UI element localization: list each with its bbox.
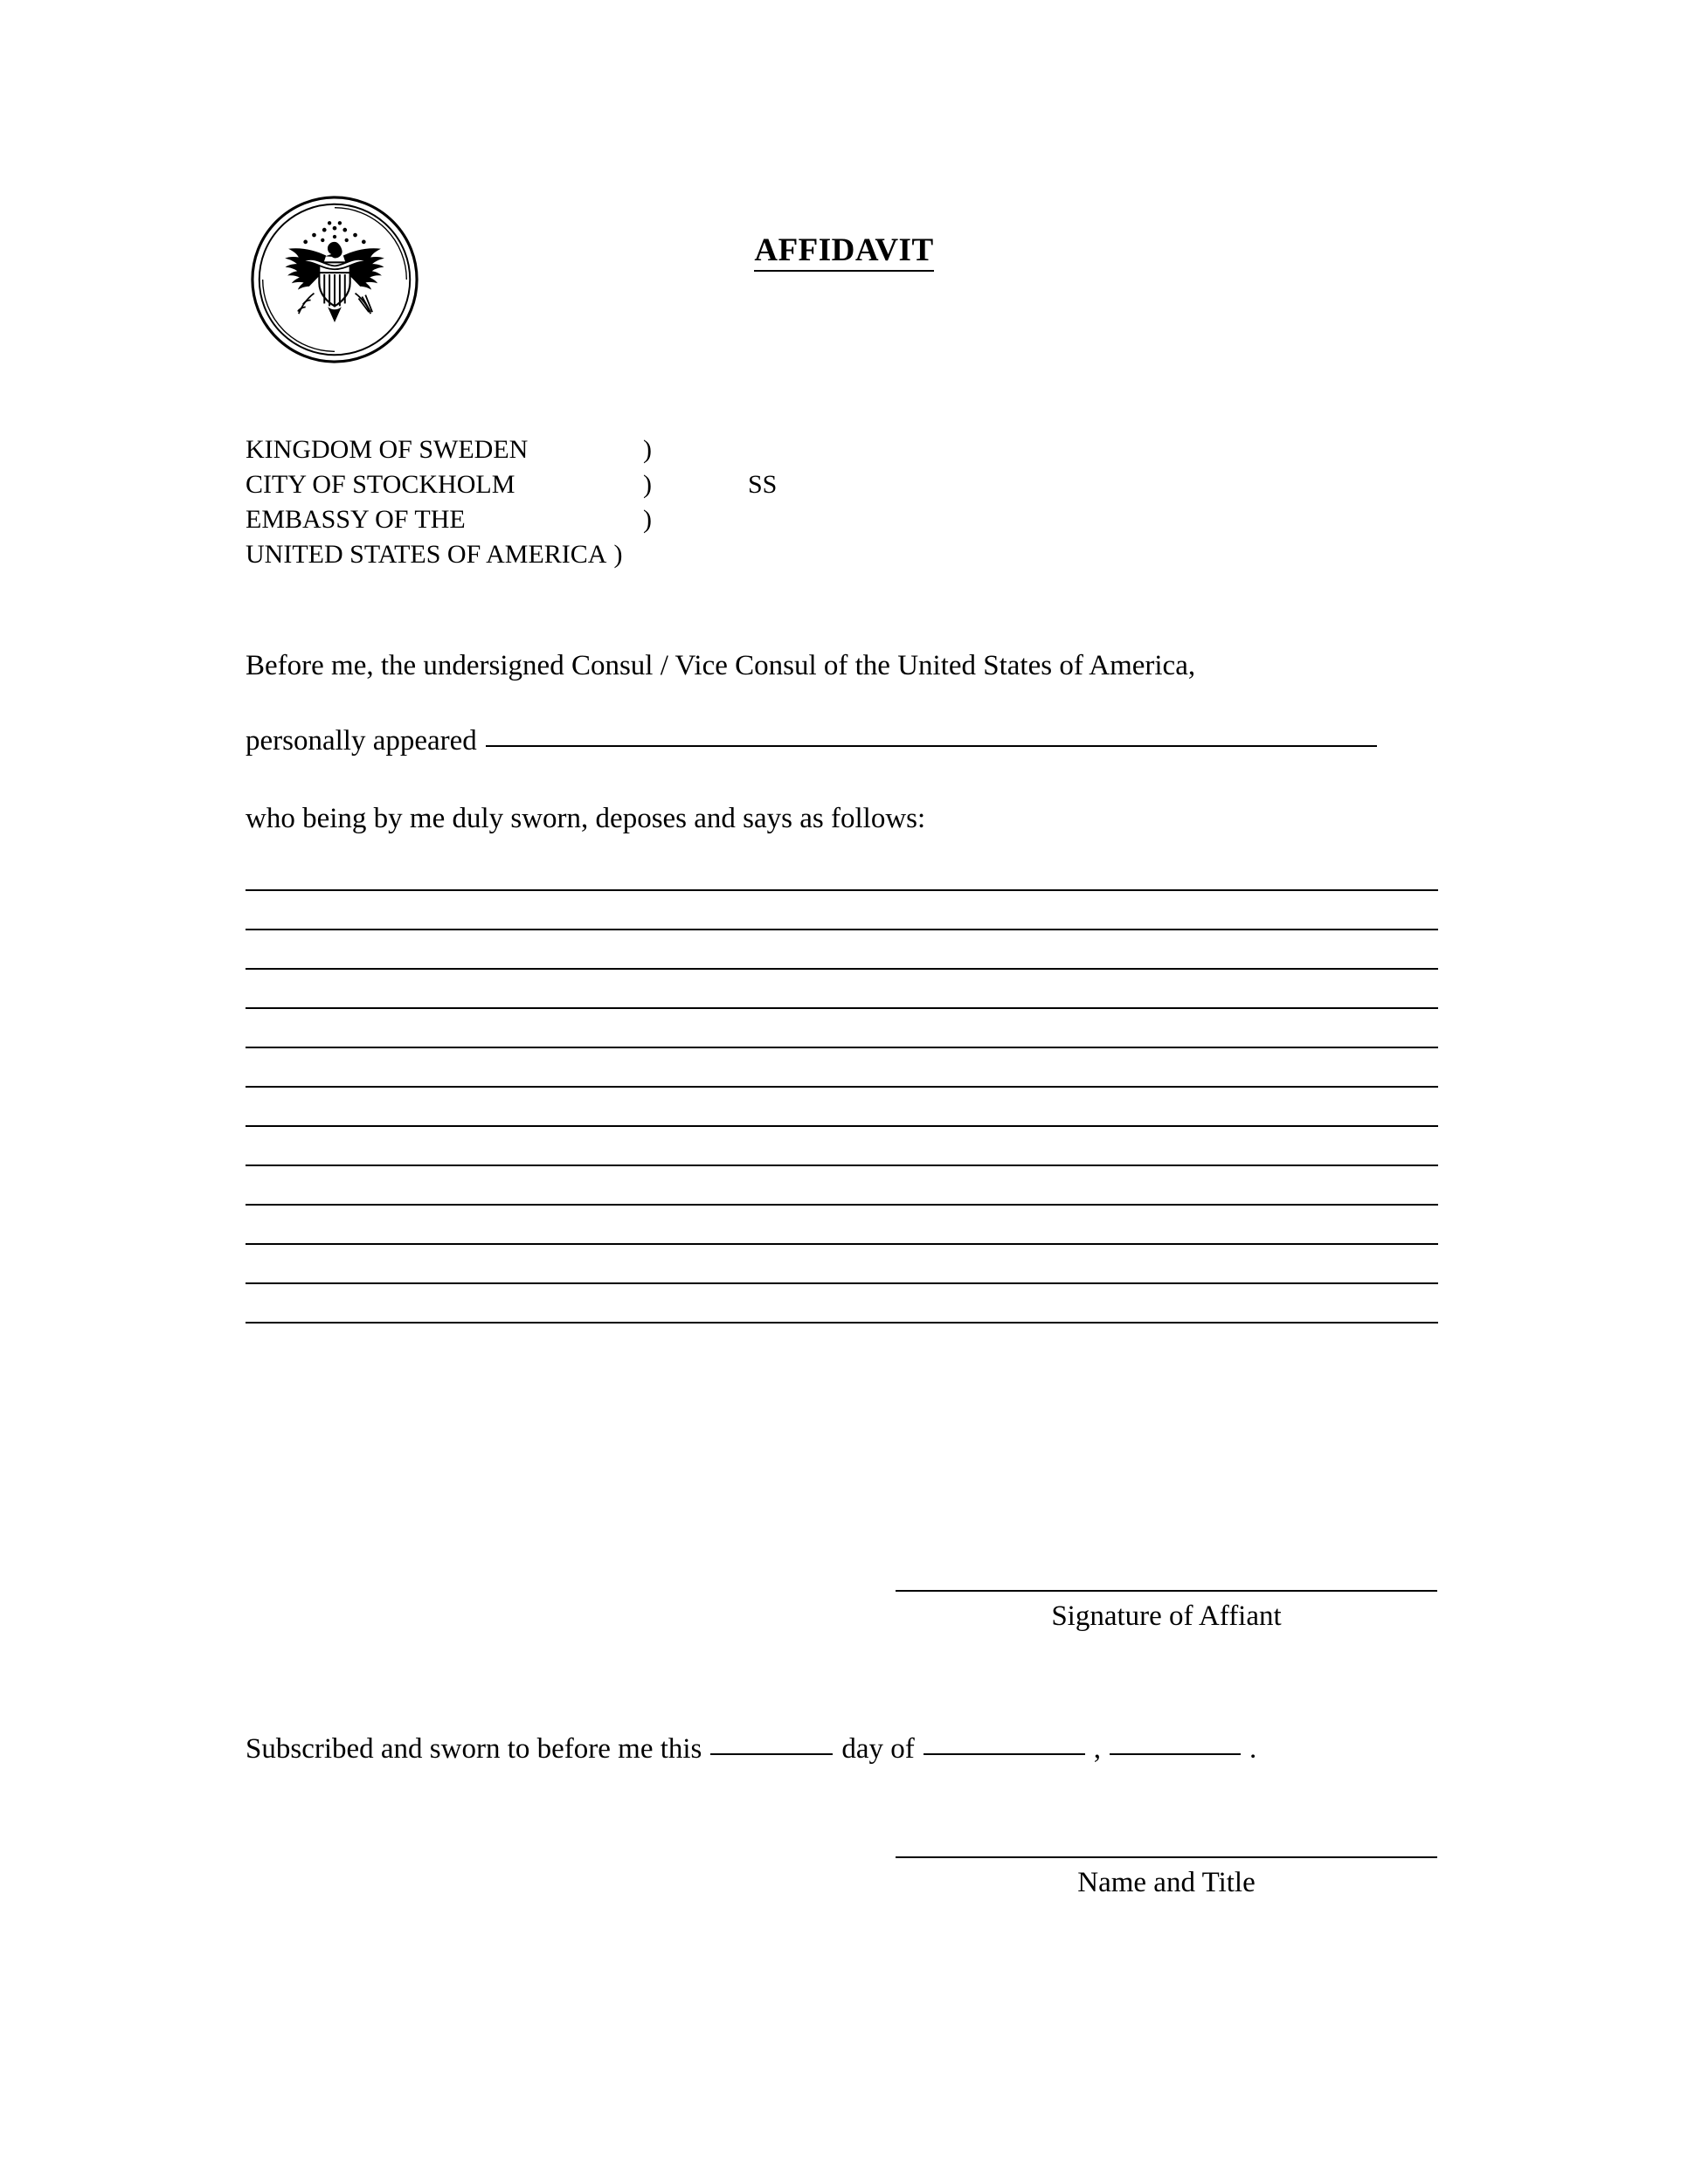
venue-paren: ) bbox=[643, 470, 652, 499]
affiant-name-fill-line[interactable] bbox=[486, 745, 1377, 747]
venue-paren: ) bbox=[613, 540, 623, 569]
statement-line[interactable] bbox=[246, 1322, 1438, 1324]
affiant-signature-caption: Signature of Affiant bbox=[1051, 1600, 1282, 1632]
statement-line[interactable] bbox=[246, 1165, 1438, 1166]
statement-line[interactable] bbox=[246, 968, 1438, 970]
jurat-month-fill-line[interactable] bbox=[924, 1753, 1085, 1755]
officer-name-title-caption: Name and Title bbox=[1077, 1867, 1256, 1898]
personally-appeared-label: personally appeared bbox=[246, 725, 477, 757]
before-me-paragraph: Before me, the undersigned Consul / Vice Consul of the United States of America, bbox=[246, 650, 1196, 681]
statement-line[interactable] bbox=[246, 1125, 1438, 1127]
page-title bbox=[0, 232, 1688, 269]
venue-row bbox=[246, 467, 777, 502]
deposes-paragraph: who being by me duly sworn, deposes and says as follows: bbox=[246, 803, 926, 834]
venue-paren: ) bbox=[643, 505, 652, 534]
jurat-year-fill-line[interactable] bbox=[1110, 1753, 1241, 1755]
statement-line[interactable] bbox=[246, 1047, 1438, 1048]
officer-name-title-block bbox=[896, 1856, 1437, 1900]
jurat-day-fill-line[interactable] bbox=[710, 1753, 833, 1755]
venue-note: SS bbox=[748, 470, 778, 499]
jurat-lead-text: Subscribed and sworn to before me this bbox=[246, 1733, 702, 1765]
statement-line[interactable] bbox=[246, 929, 1438, 930]
statement-line[interactable] bbox=[246, 1204, 1438, 1206]
statement-line[interactable] bbox=[246, 1282, 1438, 1284]
venue-label: CITY OF STOCKHOLM bbox=[246, 470, 515, 499]
venue-row bbox=[246, 502, 777, 537]
statement-line[interactable] bbox=[246, 889, 1438, 891]
venue-paren: ) bbox=[643, 435, 652, 464]
venue-label: KINGDOM OF SWEDEN bbox=[246, 435, 529, 464]
page-title-text: AFFIDAVIT bbox=[754, 232, 933, 272]
jurat-paragraph bbox=[246, 1731, 1256, 1766]
great-seal-of-the-united-states-icon bbox=[249, 194, 420, 365]
venue-label: EMBASSY OF THE bbox=[246, 505, 466, 534]
jurat-period: . bbox=[1249, 1733, 1257, 1765]
statement-line[interactable] bbox=[246, 1007, 1438, 1009]
personally-appeared-paragraph bbox=[246, 723, 1377, 758]
statement-fill-lines bbox=[246, 889, 1438, 1361]
venue-block bbox=[246, 432, 777, 572]
statement-line[interactable] bbox=[246, 1086, 1438, 1088]
venue-row bbox=[246, 537, 777, 572]
jurat-comma: , bbox=[1093, 1733, 1102, 1765]
statement-line[interactable] bbox=[246, 1243, 1438, 1245]
affiant-signature-block bbox=[896, 1590, 1437, 1634]
jurat-day-of-text: day of bbox=[841, 1733, 915, 1765]
venue-row bbox=[246, 432, 777, 467]
venue-label: UNITED STATES OF AMERICA bbox=[246, 540, 607, 569]
